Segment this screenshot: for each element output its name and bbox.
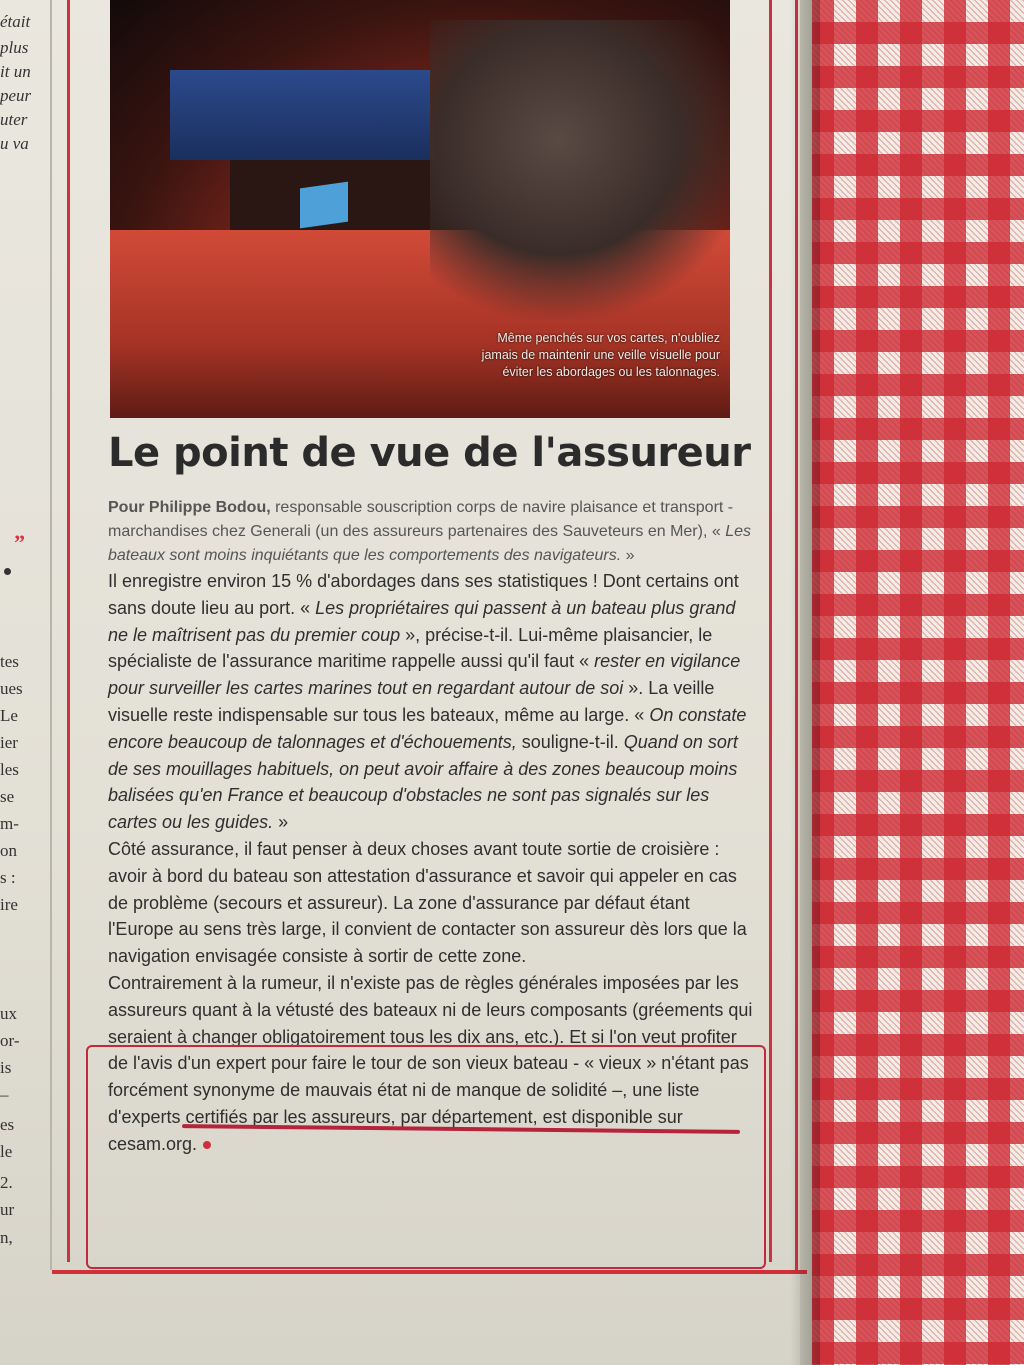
photo-window	[170, 70, 430, 160]
neighbor-fragment: it un	[0, 62, 31, 81]
p2-text: », précise-t-il. Lui-même plaisancier, le spécialiste de l'assurance maritime rappelle aussi qu'il faut «	[108, 624, 713, 672]
p2-quote: rester en vigilance pour surveiller les cartes marines tout en regardant autour de soi	[108, 651, 741, 699]
neighbor-fragment: n,	[0, 1228, 13, 1247]
paragraph-2	[108, 568, 756, 836]
neighbor-fragment: le	[0, 1142, 13, 1161]
p2-text: »	[273, 812, 289, 833]
neighbor-fragment: tes	[0, 652, 19, 671]
article-photo	[110, 0, 730, 418]
article-body	[108, 496, 756, 1158]
neighbor-fragment: ier	[0, 733, 18, 752]
p2-text: Il enregistre environ 15 % d'abordages dans ses statistiques ! Dont certains ont sans doute lieu au port. «	[108, 571, 739, 618]
frame-border-bottom	[52, 1270, 807, 1274]
photo-screen	[300, 182, 348, 229]
neighbor-fragment: on	[0, 841, 17, 860]
p4-text: Contrairement à la rumeur, il n'existe pas de règles générales imposées par les assureurs quant à la vétusté des bateaux ni de leurs composants (gréements qui seraient à changer obligatoirement tous les dix ans, etc.). Et si l'on veut profiter de l'avis d'un expert pour faire le tour de son vieux bateau - « vieux » n'étant pas forcément synonyme de mauvais état ni de manque de solidité –, une liste d'experts certifiés par les assureurs, par département, est disponible sur cesam.org.	[108, 972, 753, 1154]
neighbor-fragment: is	[0, 1058, 12, 1077]
neighbor-fragment: Le	[0, 706, 18, 725]
intro-quote: Les bateaux sont moins inquiétants que les comportements des navigateurs.	[108, 523, 751, 564]
neighbor-fragment: es	[0, 1115, 15, 1134]
p2-quote: Les propriétaires qui passent à un bateau plus grand ne le maîtrisent pas du premier coup	[108, 597, 736, 645]
end-of-article-mark	[203, 1141, 211, 1149]
neighbor-fragment: ux	[0, 1004, 17, 1023]
p2-quote: On constate encore beaucoup de talonnages et d'échouements,	[108, 704, 747, 752]
frame-border-right	[769, 0, 772, 1262]
neighbor-fragment: ues	[0, 679, 23, 698]
neighbor-fragment: u va	[0, 134, 29, 153]
frame-border-left	[67, 0, 70, 1262]
neighbor-fragment: s :	[0, 868, 16, 887]
intro-paragraph	[108, 496, 756, 568]
checkered-tablecloth	[812, 0, 1024, 1365]
intro-end: »	[621, 547, 635, 564]
column-divider	[50, 0, 52, 1270]
neighbor-column	[0, 0, 45, 1365]
neighbor-fragment: ur	[0, 1200, 15, 1219]
neighbor-fragment: or-	[0, 1031, 20, 1050]
neighbor-fragment: 2.	[0, 1173, 13, 1192]
neighbor-fragment: –	[0, 1085, 9, 1104]
neighbor-fragment: se	[0, 787, 15, 806]
neighbor-fragment: plus	[0, 38, 29, 57]
bullet-dot	[4, 568, 11, 575]
neighbor-fragment: uter	[0, 110, 28, 129]
interviewee-name: Pour Philippe Bodou,	[108, 499, 271, 516]
neighbor-fragment: les	[0, 760, 19, 779]
neighbor-fragment: ire	[0, 895, 18, 914]
neighbor-fragment: peur	[0, 86, 32, 105]
page-edge-shadow	[790, 0, 820, 1365]
intro-text: responsable souscription corps de navire plaisance et transport - marchandises chez Generali (un des assureurs partenaires des Sauveteurs en Mer), «	[108, 499, 734, 540]
photo-navigator-figure	[430, 20, 730, 320]
paragraph-3: Côté assurance, il faut penser à deux choses avant toute sortie de croisière : avoir à bord du bateau son attestation d'assurance et savoir qui appeler en cas de problème (secours et assureur). La zone d'assurance par défaut étant l'Europe au sens très large, il convient de contacter son assureur dès lors que la navigation envisagée consiste à sortir de cette zone.	[108, 838, 747, 967]
article-title: Le point de vue de l'assureur	[108, 430, 751, 476]
p2-text: souligne-t-il.	[516, 731, 624, 752]
pull-quote-mark: ”	[14, 530, 25, 555]
p2-quote: Quand on sort de ses mouillages habituels, on peut avoir affaire à des zones beaucoup moins balisées qu'en France et beaucoup d'obstacles ne sont pas signalés sur les cartes ou les guides.	[108, 731, 738, 833]
neighbor-fragment: m-	[0, 814, 19, 833]
photo-caption: Même penchés sur vos cartes, n'oubliez jamais de maintenir une veille visuelle pour éviter les abordages ou les talonnages.	[481, 331, 720, 379]
neighbor-fragment: était	[0, 12, 31, 31]
p2-text: ». La veille visuelle reste indispensable sur tous les bateaux, même au large. «	[108, 678, 715, 725]
